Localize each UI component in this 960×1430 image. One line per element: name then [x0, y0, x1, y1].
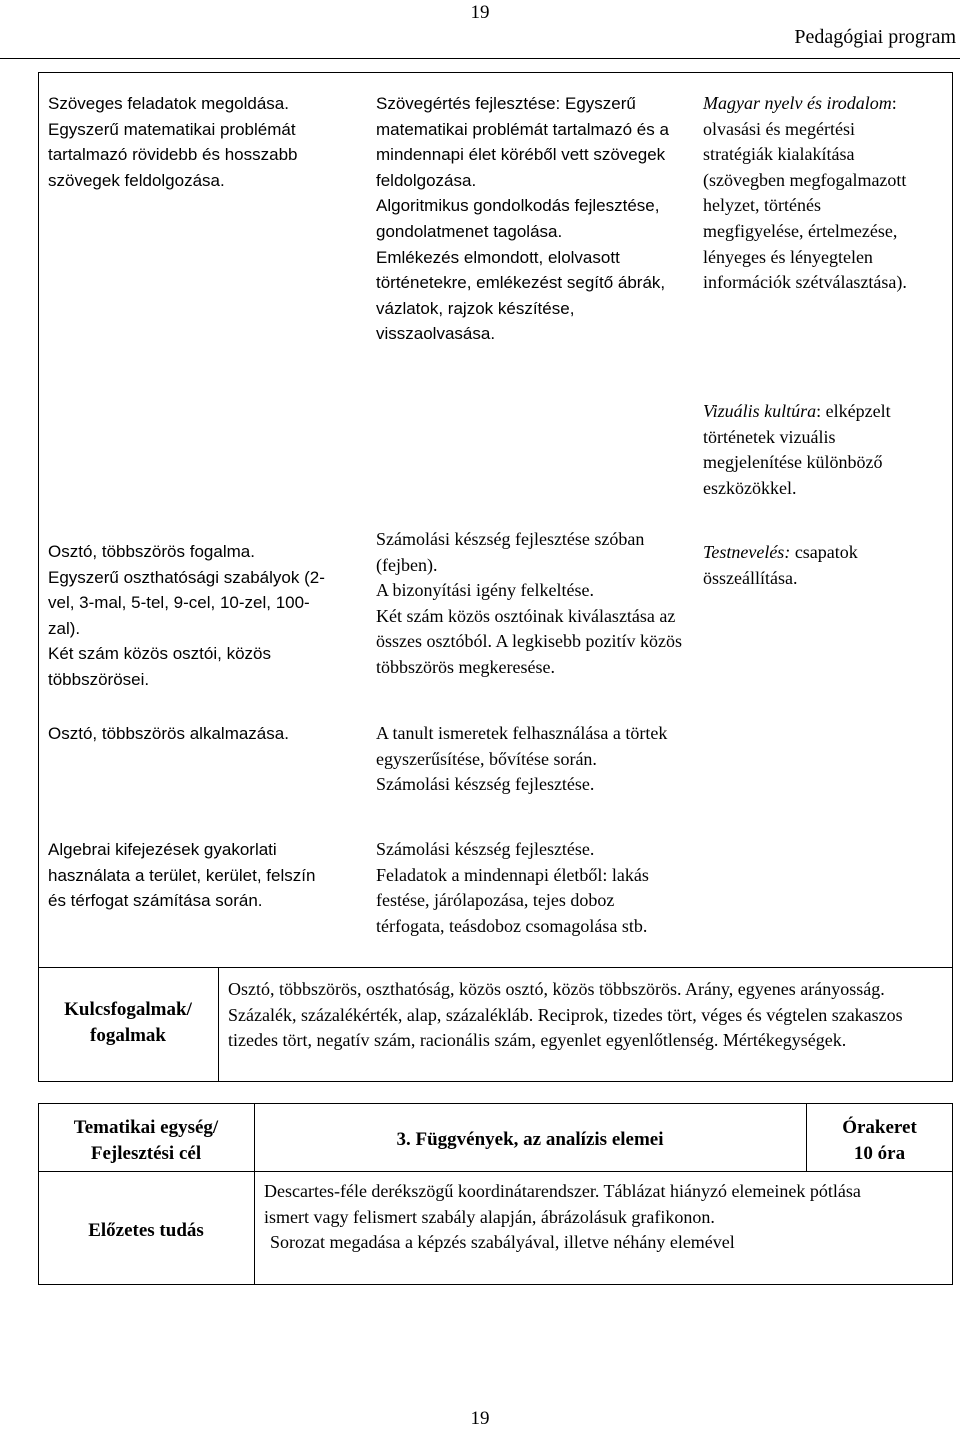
keywords-text: Osztó, többszörös, oszthatóság, közös osztó, közös többszörös. Arány, egyenes arányosság. Százalék, százalékérték, alap, százalékláb. Reciprok, tizedes tört, véges és végtelen szakaszos tizedes tört, negatív szám, racionális szám, egyenlet egyenlőtlenség. Mértékegységek.: [228, 979, 903, 1051]
col2-text: Két szám közös osztóinak kiválasztása az összes osztóból. A legkisebb pozitív közös többszörös megkeresése.: [376, 605, 682, 677]
col2-text: Számolási készség fejlesztése szóban (fejben).: [376, 529, 645, 575]
hours-label: Órakeret: [842, 1117, 917, 1138]
keywords-label: Kulcsfogalmak/ fogalmak: [64, 999, 192, 1046]
subject-magyar-text: : olvasási és megértési stratégiák kialakítása (szövegben megfogalmazott helyzet, történés megfigyelése, értelmezése, lényeges és lényegtelen információk szétválasztása).: [703, 93, 907, 293]
col3-testneveles: [703, 540, 913, 591]
col2-block4: [376, 837, 686, 939]
subject-magyar: Magyar nyelv és irodalom: [703, 93, 892, 113]
prior-text: Descartes-féle derékszögű koordinátarendszer. Táblázat hiányzó elemeinek pótlása ismert vagy felismert szabály alapján, ábrázolásuk grafikonon.: [264, 1181, 861, 1227]
header-page-number: 19: [470, 2, 490, 23]
col2-text: A tanult ismeretek felhasználása a törtek egyszerűsítése, bővítése során.: [376, 723, 668, 769]
header-divider: [0, 58, 960, 59]
row-divider: [38, 1171, 953, 1172]
col1-text: Egyszerű matematikai problémát tartalmazó rövidebb és hosszabb szövegek feldolgozása.: [48, 119, 298, 190]
col2-block3: [376, 721, 688, 798]
keywords-row-divider: [38, 967, 953, 968]
prior-knowledge-label: Előzetes tudás: [88, 1220, 204, 1241]
col1-block3: [48, 721, 348, 747]
col2-text: Számolási készség fejlesztése.: [376, 774, 595, 795]
col1-block4: [48, 837, 333, 914]
hours-value: 10 óra: [853, 1143, 906, 1164]
subject-vizualis: Vizuális kultúra: [703, 401, 817, 421]
unit-label: Tematikai egység/ Fejlesztési cél: [73, 1117, 219, 1164]
col1-block1: [48, 91, 348, 193]
subject-testneveles: Testnevelés:: [703, 542, 791, 562]
col2-text: Számolási készség fejlesztése.: [376, 839, 595, 859]
subject-vizualis-text: : elképzelt történetek vizuális megjelenítése különböző eszközökkel.: [703, 401, 891, 498]
col1-text: Két szám közös osztói, közös többszörösei.: [48, 644, 271, 689]
col1-text: Osztó, többszörös alkalmazása.: [48, 724, 289, 743]
unit-table: [38, 1103, 953, 1285]
curriculum-table: [38, 72, 953, 1082]
prior-knowledge-text: [264, 1179, 889, 1256]
col1-block2: [48, 539, 338, 693]
prior-text: Sorozat megadása a képzés szabályával, illetve néhány elemével: [270, 1232, 735, 1253]
col3-magyar: [703, 91, 908, 296]
col1-text: Algebrai kifejezések gyakorlati használata a terület, kerület, felszín és térfogat számítása során.: [48, 840, 316, 911]
col2-text: Feladatok a mindennapi életből: lakás festése, járólapozása, tejes doboz térfogata, teásdoboz csomagolása stb.: [376, 864, 649, 936]
footer-page-number: 19: [470, 1408, 490, 1429]
header-program-title: Pedagógiai program: [794, 26, 956, 48]
col2-block2: [376, 527, 686, 681]
keywords-divider: [218, 967, 219, 1082]
col3-vizualis: [703, 399, 908, 501]
subject-testneveles-text: csapatok összeállítása.: [703, 542, 858, 588]
unit-title: 3. Függvények, az analízis elemei: [396, 1129, 664, 1150]
col2-text: Szövegértés fejlesztése: Egyszerű matematikai problémát tartalmazó és a mindennapi élet köréből vett szövegek feldolgozása.: [376, 94, 669, 190]
col2-text: Algoritmikus gondolkodás fejlesztése, gondolatmenet tagolása.: [376, 196, 660, 241]
col2-text: Emlékezés elmondott, elolvasott történetekre, emlékezést segítő ábrák, vázlatok, rajzok készítése, visszaolvasása.: [376, 247, 666, 344]
col2-block1: [376, 91, 686, 347]
col1-text: Osztó, többszörös fogalma.: [48, 542, 255, 561]
col1-text: Egyszerű oszthatósági szabályok (2-vel, 3-mal, 5-tel, 9-cel, 10-zel, 100-zal).: [48, 567, 325, 638]
col1-text: Szöveges feladatok megoldása.: [48, 94, 289, 113]
col2-text: A bizonyítási igény felkeltése.: [376, 580, 594, 601]
